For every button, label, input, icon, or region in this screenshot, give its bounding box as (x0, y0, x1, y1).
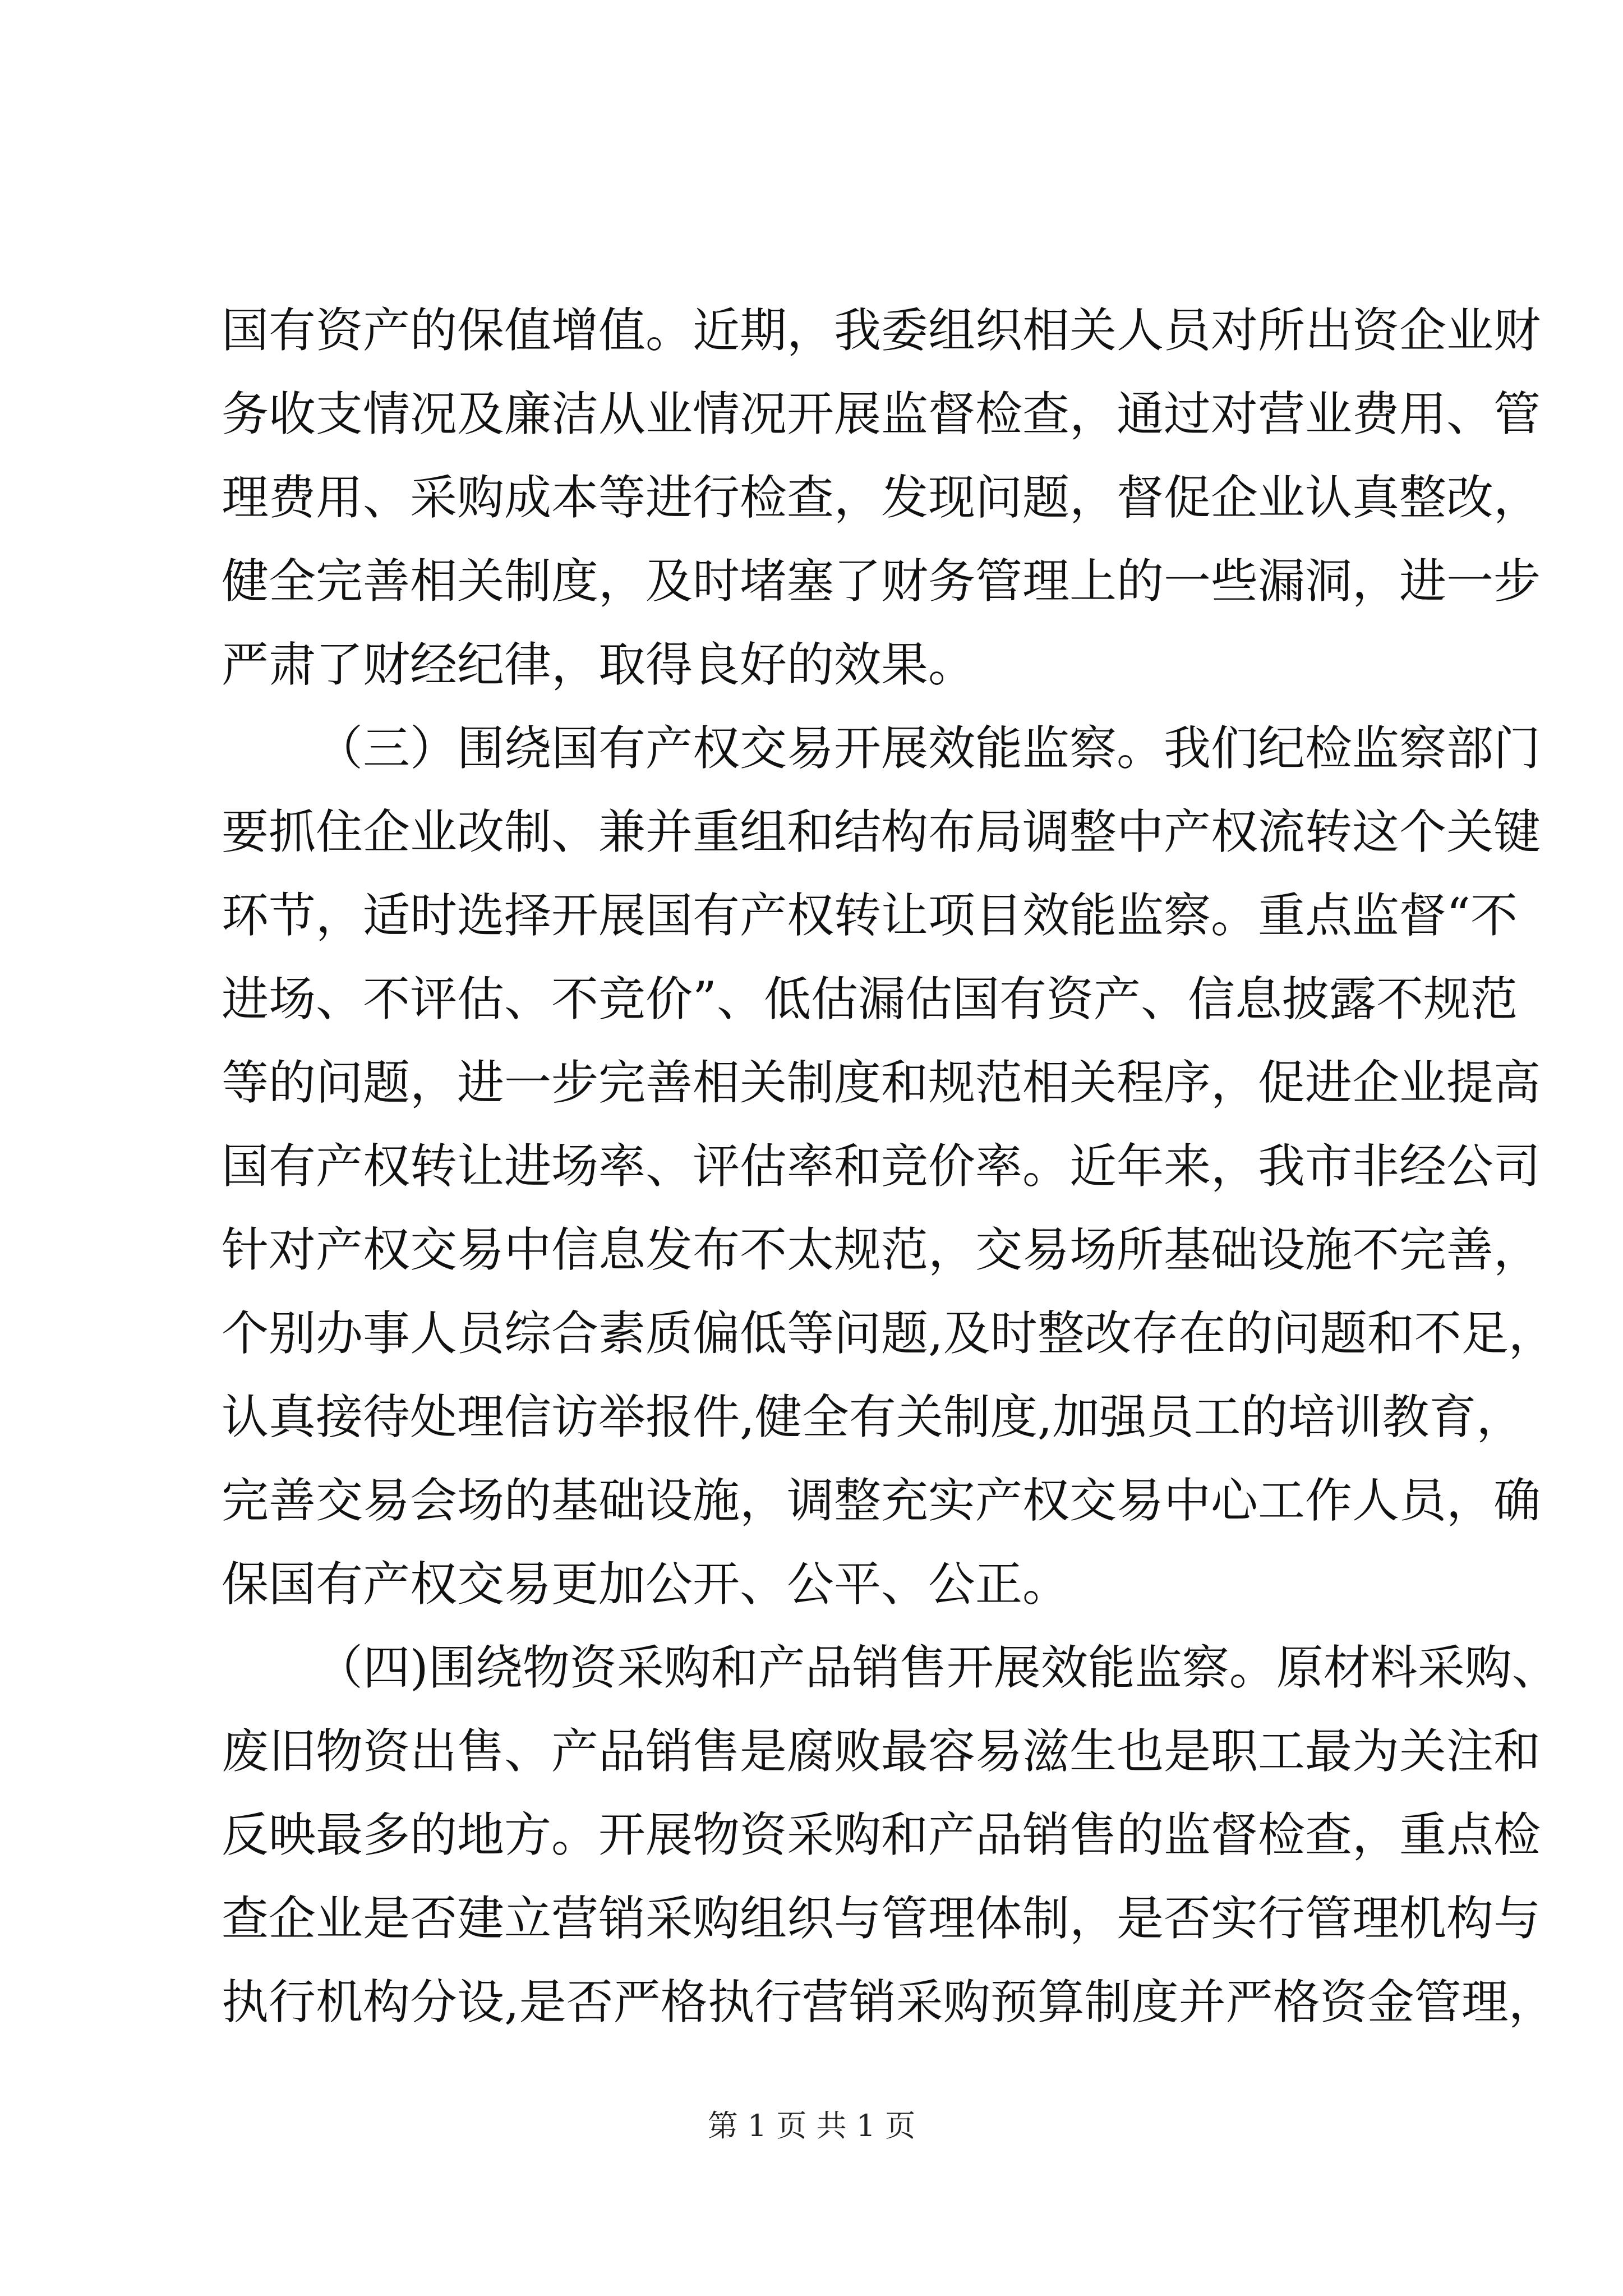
text-line: 废旧物资出售、产品销售是腐败最容易滋生也是职工最为关注和 (222, 1724, 1541, 1779)
text-line: 认真接待处理信访举报件,健全有关制度,加强员工的培训教育， (222, 1389, 1524, 1444)
text-line: 严肃了财经纪律，取得良好的效果。 (222, 637, 976, 692)
page-number: 第 1 页 共 1 页 (707, 2108, 916, 2143)
text-line: 针对产权交易中信息发布不太规范，交易场所基础设施不完善， (222, 1222, 1541, 1277)
text-line: 查企业是否建立营销采购组织与管理体制，是否实行管理机构与 (222, 1891, 1541, 1946)
text-line: 理费用、采购成本等进行检查，发现问题，督促企业认真整改， (222, 470, 1541, 525)
text-line: 要抓住企业改制、兼并重组和结构布局调整中产权流转这个关键 (222, 804, 1541, 859)
document-body (222, 289, 1559, 2044)
paragraph-start-line: （三）围绕国有产权交易开展效能监察。我们纪检监察部门 (316, 721, 1541, 776)
text-line: 个别办事人员综合素质偏低等问题,及时整改存在的问题和不足， (222, 1306, 1556, 1361)
text-line: 务收支情况及廉洁从业情况开展监督检查，通过对营业费用、管 (222, 386, 1541, 441)
text-line: 国有资产的保值增值。近期，我委组织相关人员对所出资企业财 (222, 303, 1541, 358)
text-line: 反映最多的地方。开展物资采购和产品销售的监督检查，重点检 (222, 1807, 1541, 1862)
text-line: 环节，适时选择开展国有产权转让项目效能监察。重点监督“不 (222, 888, 1518, 943)
text-line: 等的问题，进一步完善相关制度和规范相关程序，促进企业提高 (222, 1055, 1541, 1110)
page-footer (0, 2106, 1623, 2146)
text-line: 健全完善相关制度，及时堵塞了财务管理上的一些漏洞，进一步 (222, 554, 1541, 609)
paragraph-start-line: （四)围绕物资采购和产品销售开展效能监察。原材料采购、 (316, 1640, 1559, 1695)
text-line: 进场、不评估、不竞价”、低估漏估国有资产、信息披露不规范 (222, 972, 1518, 1027)
text-line: 执行机构分设,是否严格执行营销采购预算制度并严格资金管理， (222, 1975, 1556, 2030)
text-line: 国有产权转让进场率、评估率和竞价率。近年来，我市非经公司 (222, 1139, 1541, 1194)
text-line: 保国有产权交易更加公开、公平、公正。 (222, 1557, 1070, 1612)
text-line: 完善交易会场的基础设施，调整充实产权交易中心工作人员，确 (222, 1473, 1541, 1528)
